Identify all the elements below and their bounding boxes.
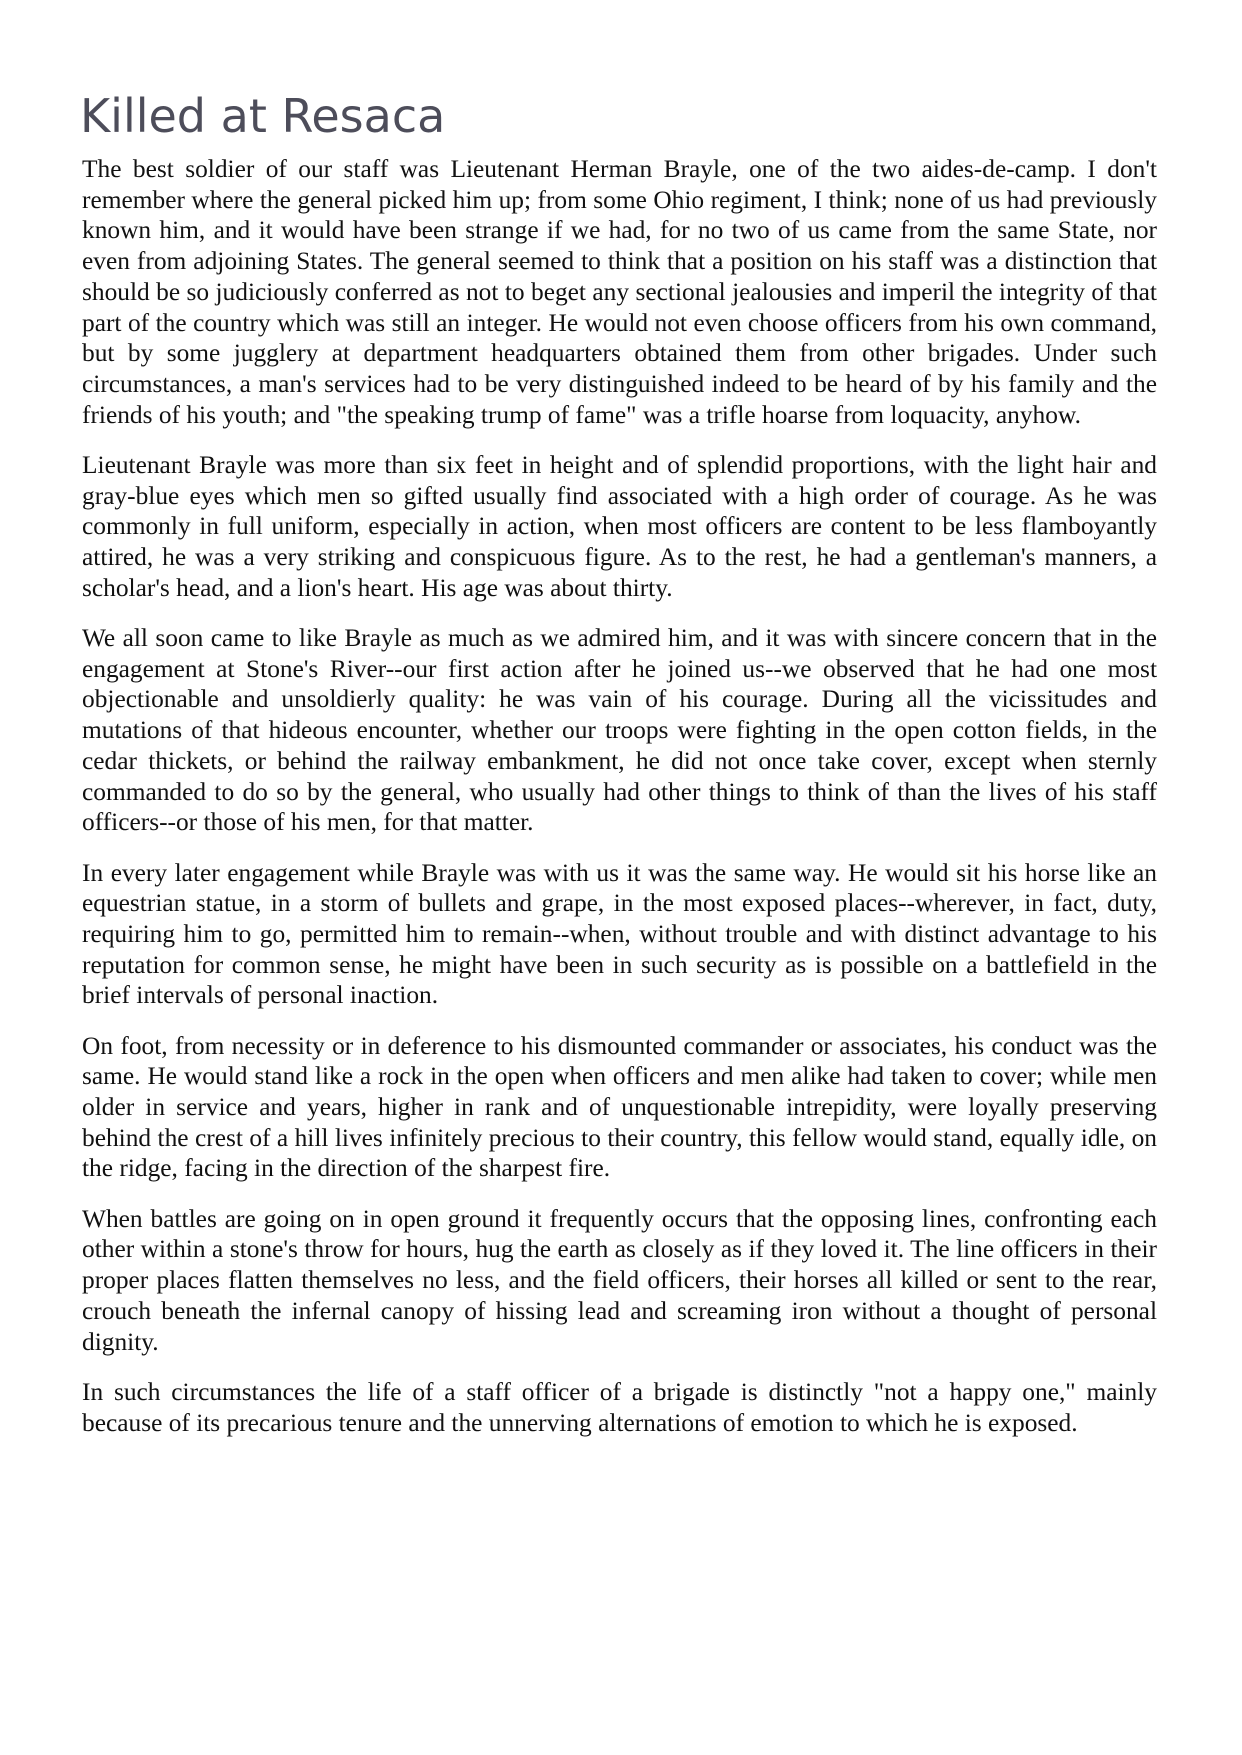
paragraph-3: We all soon came to like Brayle as much as we admired him, and it was with sincere concern that in the engagement at Stone's River--our first action after he joined us--we observed that he had one most objectionable and unsoldierly quality: he was vain of his courage. During all the vicissitudes and mutations of that hideous encounter, whether our troops were fighting in the open cotton fields, in the cedar thickets, or behind the railway embankment, he did not once take cover, except when sternly commanded to do so by the general, who usually had other things to think of than the lives of his staff officers--or those of his men, for that matter. — [82, 624, 1157, 837]
paragraph-6: When battles are going on in open ground it frequently occurs that the opposing lines, confronting each other within a stone's throw for hours, hug the earth as closely as if they loved it. The line officers in their proper places flatten themselves no less, and the field officers, their horses all killed or sent to the rear, crouch beneath the infernal canopy of hissing lead and screaming iron without a thought of personal dignity. — [82, 1204, 1157, 1356]
document-page — [82, 84, 1157, 1458]
paragraph-5: On foot, from necessity or in deference to his dismounted commander or associates, his conduct was the same. He would stand like a rock in the open when officers and men alike had taken to cover; while men older in service and years, higher in rank and of unquestionable intrepidity, were loyally preserving behind the crest of a hill lives infinitely precious to their country, this fellow would stand, equally idle, on the ridge, facing in the direction of the sharpest fire. — [82, 1031, 1157, 1183]
paragraph-2: Lieutenant Brayle was more than six feet in height and of splendid proportions, with the light hair and gray-blue eyes which men so gifted usually find associated with a high order of courage. As he was commonly in full uniform, especially in action, when most officers are content to be less flamboyantly attired, he was a very striking and conspicuous figure. As to the rest, he had a gentleman's manners, a scholar's head, and a lion's heart. His age was about thirty. — [82, 450, 1157, 602]
paragraph-1: The best soldier of our staff was Lieutenant Herman Brayle, one of the two aides-de-camp. I don't remember where the general picked him up; from some Ohio regiment, I think; none of us had previously known him, and it would have been strange if we had, for no two of us came from the same State, nor even from adjoining States. The general seemed to think that a position on his staff was a distinction that should be so judiciously conferred as not to beget any sectional jealousies and imperil the integrity of that part of the country which was still an integer. He would not even choose officers from his own command, but by some jugglery at department headquarters obtained them from other brigades. Under such circumstances, a man's services had to be very distinguished indeed to be heard of by his family and the friends of his youth; and "the speaking trump of fame" was a trifle hoarse from loquacity, anyhow. — [82, 155, 1157, 429]
paragraph-7: In such circumstances the life of a staff officer of a brigade is distinctly "not a happy one," mainly because of its precarious tenure and the unnerving alternations of emotion to which he is exposed. — [82, 1377, 1157, 1437]
document-title: Killed at Resaca — [80, 89, 446, 143]
paragraph-4: In every later engagement while Brayle was with us it was the same way. He would sit his horse like an equestrian statue, in a storm of bullets and grape, in the most exposed places--wherever, in fact, duty, requiring him to go, permitted him to remain--when, without trouble and with distinct advantage to his reputation for common sense, he might have been in such security as is possible on a battlefield in the brief intervals of personal inaction. — [82, 858, 1157, 1010]
